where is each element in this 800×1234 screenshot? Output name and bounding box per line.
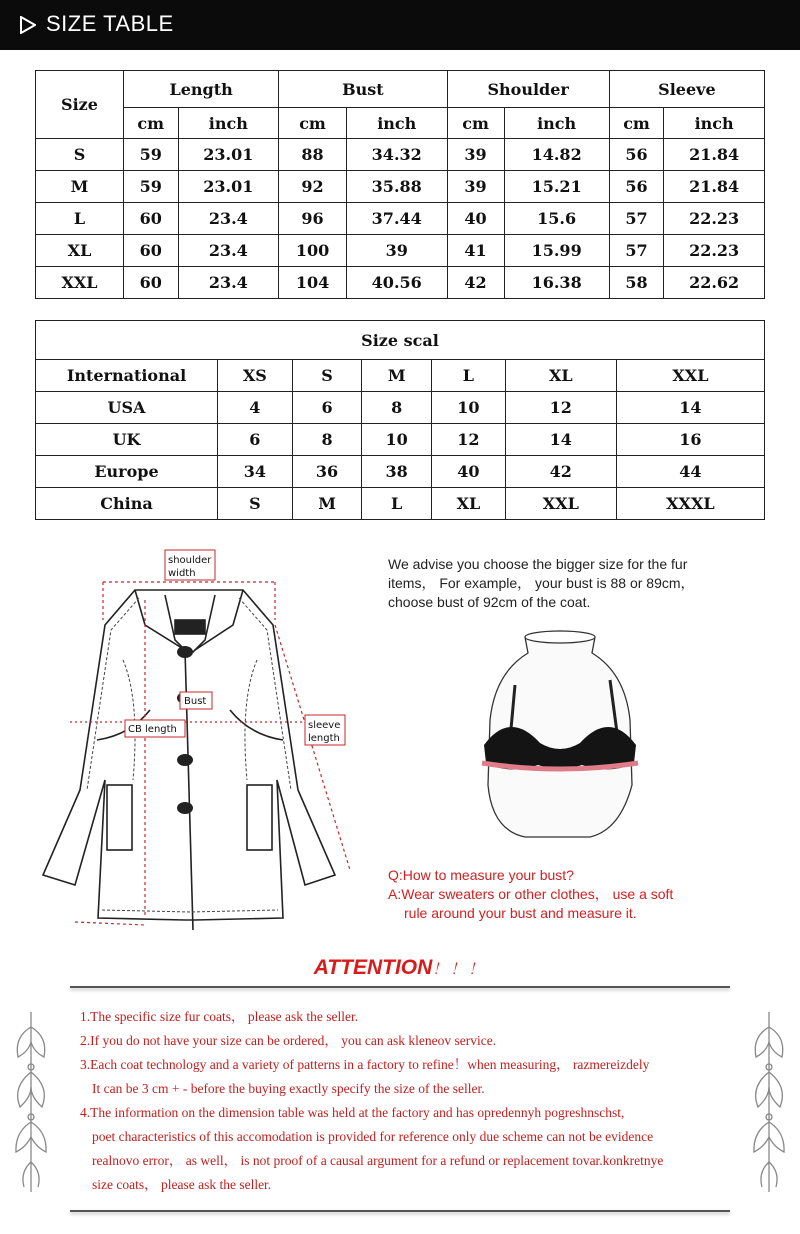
scale-cell: 44 (616, 456, 764, 488)
shoulder-label-line2: width (168, 568, 196, 579)
bust-label: Bust (184, 696, 207, 707)
measure-cell: 22.62 (664, 267, 765, 299)
scale-cell: S (292, 360, 362, 392)
attention-marks: ！！！ (432, 961, 487, 978)
size-row (36, 235, 765, 267)
size-header: Size (36, 71, 124, 139)
scale-cell: XXL (616, 360, 764, 392)
note-line: 3.Each coat technology and a variety of patterns in a factory to refine！when measuring， razmereizdely (80, 1057, 650, 1072)
measure-cell: 15.21 (504, 171, 609, 203)
region-cell: International (36, 360, 218, 392)
scale-row (36, 456, 765, 488)
attention-heading (0, 956, 800, 980)
measure-cell: 60 (124, 235, 179, 267)
divider-bottom (70, 1210, 730, 1212)
size-row (36, 203, 765, 235)
measure-cell: 22.23 (664, 203, 765, 235)
unit-header: inch (346, 108, 447, 139)
advice-line: choose bust of 92cm of the coat. (388, 594, 591, 610)
size-row (36, 171, 765, 203)
note-line: 1.The specific size fur coats， please ask the seller. (80, 1009, 359, 1024)
diagram-label-sleeve (305, 715, 345, 745)
measure-cell: 96 (279, 203, 347, 235)
note-line: poet characteristics of this accomodation is provided for reference only due scheme can not be evidence (92, 1129, 654, 1144)
unit-header: inch (504, 108, 609, 139)
scale-cell: 12 (505, 392, 616, 424)
shoulder-label-line1: shoulder (168, 555, 212, 566)
page-title: SIZE TABLE (46, 11, 174, 36)
size-cell: M (36, 171, 124, 203)
scale-row (36, 360, 765, 392)
note-line: 4.The information on the dimension table was held at the factory and has opredennyh pogreshnschst, (80, 1105, 625, 1120)
attention-title: ATTENTION (313, 956, 433, 979)
measure-cell: 40 (447, 203, 504, 235)
bust-measure-qa (388, 866, 788, 923)
measure-cell: 59 (124, 139, 179, 171)
size-cell: XL (36, 235, 124, 267)
scale-cell: 6 (218, 424, 293, 456)
sleeve-label-line2: length (308, 733, 340, 744)
size-row (36, 267, 765, 299)
unit-header: cm (609, 108, 664, 139)
unit-header: cm (124, 108, 179, 139)
note-line: It can be 3 cm + - before the buying exactly specify the size of the seller. (92, 1081, 485, 1096)
scale-cell: XL (431, 488, 505, 520)
measure-cell: 39 (447, 139, 504, 171)
measure-cell: 60 (124, 203, 179, 235)
note-line: size coats， please ask the seller. (92, 1177, 272, 1192)
scale-cell: M (292, 488, 362, 520)
scale-title: Size scal (36, 321, 765, 360)
note-line: realnovo error， as well， is not proof of a causal argument for a refund or replacement tovar.konkretnye (92, 1153, 664, 1168)
diagram-label-shoulder (165, 550, 215, 580)
scale-cell: 16 (616, 424, 764, 456)
left-flourish-ornament (10, 1012, 52, 1192)
measure-cell: 14.82 (504, 139, 609, 171)
measure-cell: 58 (609, 267, 664, 299)
sleeve-header: Sleeve (609, 71, 764, 108)
length-header: Length (124, 71, 279, 108)
scale-cell: XL (505, 360, 616, 392)
measure-cell: 15.6 (504, 203, 609, 235)
scale-cell: 14 (505, 424, 616, 456)
scale-cell: XS (218, 360, 293, 392)
measure-cell: 88 (279, 139, 347, 171)
header-bar (0, 0, 800, 50)
size-row (36, 139, 765, 171)
scale-cell: 12 (431, 424, 505, 456)
sleeve-label-line1: sleeve (308, 720, 341, 731)
shoulder-header: Shoulder (447, 71, 609, 108)
measure-cell: 57 (609, 203, 664, 235)
measure-cell: 23.4 (178, 203, 279, 235)
size-scale-table (35, 320, 765, 520)
question-text: Q:How to measure your bust? (388, 867, 574, 883)
measure-cell: 92 (279, 171, 347, 203)
measure-cell: 21.84 (664, 139, 765, 171)
scale-cell: M (362, 360, 432, 392)
size-advice (388, 555, 768, 612)
bust-mannequin-image (470, 625, 650, 850)
measure-cell: 23.4 (178, 235, 279, 267)
right-flourish-ornament (748, 1012, 790, 1192)
measure-cell: 22.23 (664, 235, 765, 267)
diagram-label-cb-length (125, 720, 185, 737)
scale-row (36, 488, 765, 520)
answer-text: A:Wear sweaters or other clothes， use a soft (388, 886, 674, 902)
measure-cell: 16.38 (504, 267, 609, 299)
unit-header: inch (664, 108, 765, 139)
scale-cell: XXL (505, 488, 616, 520)
answer-text: rule around your bust and measure it. (404, 905, 637, 921)
scale-cell: 4 (218, 392, 293, 424)
unit-header: cm (447, 108, 504, 139)
scale-cell: 34 (218, 456, 293, 488)
advice-line: We advise you choose the bigger size for the fur (388, 556, 688, 572)
size-table (35, 70, 765, 299)
coat-measurement-diagram (35, 540, 375, 935)
advice-line: items， For example， your bust is 88 or 89cm， (388, 575, 695, 591)
scale-cell: 6 (292, 392, 362, 424)
measure-cell: 40.56 (346, 267, 447, 299)
scale-cell: 38 (362, 456, 432, 488)
attention-notes (80, 1005, 740, 1197)
cb-length-label: CB length (128, 724, 177, 735)
measure-cell: 57 (609, 235, 664, 267)
bust-header: Bust (279, 71, 447, 108)
scale-cell: 8 (362, 392, 432, 424)
unit-header: inch (178, 108, 279, 139)
measure-cell: 15.99 (504, 235, 609, 267)
measure-cell: 23.01 (178, 139, 279, 171)
scale-cell: 14 (616, 392, 764, 424)
measure-cell: 56 (609, 171, 664, 203)
measure-cell: 60 (124, 267, 179, 299)
divider-top (70, 986, 730, 988)
region-cell: Europe (36, 456, 218, 488)
scale-cell: 10 (431, 392, 505, 424)
scale-cell: 8 (292, 424, 362, 456)
size-cell: S (36, 139, 124, 171)
measure-cell: 100 (279, 235, 347, 267)
measure-cell: 21.84 (664, 171, 765, 203)
scale-cell: L (431, 360, 505, 392)
scale-cell: S (218, 488, 293, 520)
play-triangle-icon (20, 16, 36, 34)
region-cell: USA (36, 392, 218, 424)
diagram-label-bust (180, 692, 212, 709)
scale-cell: XXXL (616, 488, 764, 520)
measure-cell: 41 (447, 235, 504, 267)
measure-cell: 39 (447, 171, 504, 203)
measure-cell: 34.32 (346, 139, 447, 171)
measure-cell: 56 (609, 139, 664, 171)
note-line: 2.If you do not have your size can be ordered， you can ask kleneov service. (80, 1033, 497, 1048)
size-cell: L (36, 203, 124, 235)
measure-cell: 104 (279, 267, 347, 299)
measure-cell: 59 (124, 171, 179, 203)
scale-cell: 42 (505, 456, 616, 488)
scale-cell: L (362, 488, 432, 520)
region-cell: China (36, 488, 218, 520)
scale-cell: 10 (362, 424, 432, 456)
scale-row (36, 424, 765, 456)
measure-cell: 37.44 (346, 203, 447, 235)
scale-cell: 40 (431, 456, 505, 488)
measure-cell: 23.4 (178, 267, 279, 299)
scale-cell: 36 (292, 456, 362, 488)
unit-header: cm (279, 108, 347, 139)
measure-cell: 35.88 (346, 171, 447, 203)
measure-cell: 39 (346, 235, 447, 267)
measure-cell: 23.01 (178, 171, 279, 203)
region-cell: UK (36, 424, 218, 456)
measure-cell: 42 (447, 267, 504, 299)
size-cell: XXL (36, 267, 124, 299)
scale-row (36, 392, 765, 424)
